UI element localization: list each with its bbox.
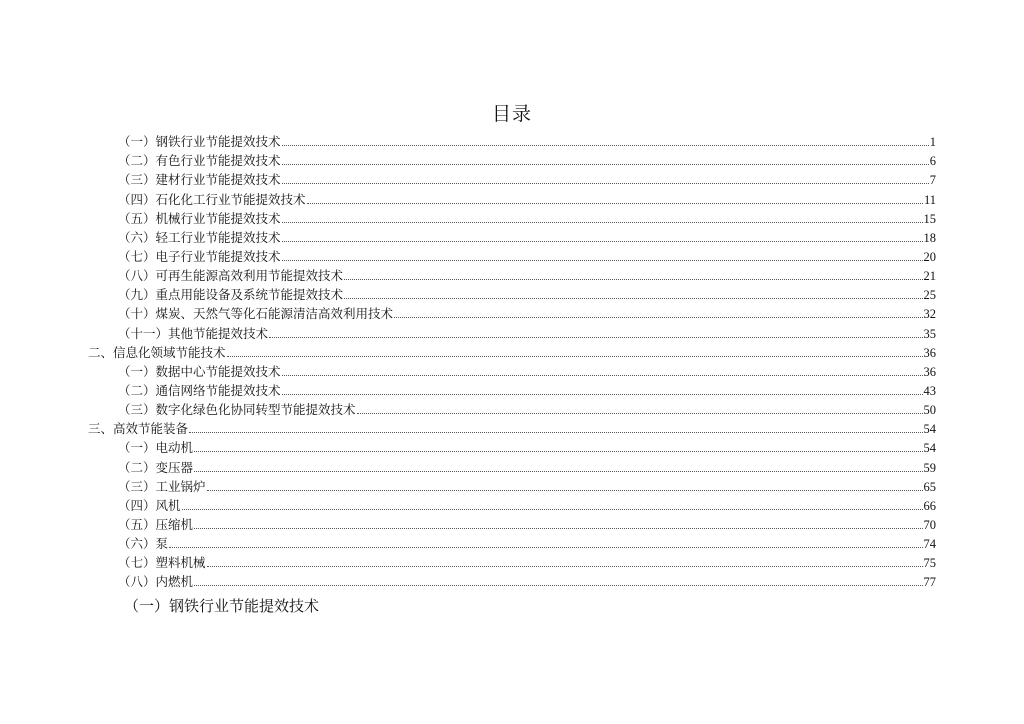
toc-entry-label: （五）压缩机 xyxy=(118,516,194,532)
toc-entry[interactable] xyxy=(0,322,1024,341)
toc-entry-label: （三）工业锅炉 xyxy=(118,478,206,494)
toc-dot-leader xyxy=(282,393,923,395)
toc-entry-label: （四）风机 xyxy=(118,497,181,513)
toc-dot-leader xyxy=(227,355,923,357)
toc-entry[interactable] xyxy=(0,150,1024,169)
toc-page-number: 66 xyxy=(923,498,936,513)
toc-dot-leader xyxy=(344,278,922,280)
toc-page-number: 54 xyxy=(923,441,936,456)
toc-entry-label: （三）数字化绿色化协同转型节能提效技术 xyxy=(118,402,356,418)
toc-entry[interactable] xyxy=(0,188,1024,207)
toc-entry[interactable] xyxy=(0,265,1024,284)
toc-page-number: 54 xyxy=(923,422,936,437)
toc-dot-leader xyxy=(282,240,923,242)
toc-dot-leader xyxy=(282,163,929,165)
toc-page-number: 35 xyxy=(923,326,936,341)
toc-page-number: 70 xyxy=(923,517,936,532)
toc-entry-label: 二、信息化领域节能技术 xyxy=(88,344,226,360)
toc-page-number: 6 xyxy=(929,154,936,169)
toc-dot-leader xyxy=(194,470,922,472)
toc-entry[interactable] xyxy=(0,169,1024,188)
toc-dot-leader xyxy=(194,527,922,529)
toc-entry[interactable] xyxy=(0,495,1024,514)
toc-dot-leader xyxy=(307,202,923,204)
toc-entry-label: （十）煤炭、天然气等化石能源清洁高效利用技术 xyxy=(118,306,394,322)
toc-page-number: 15 xyxy=(923,211,936,226)
toc-page-number: 11 xyxy=(923,192,936,207)
toc-dot-leader xyxy=(182,508,923,510)
toc-dot-leader xyxy=(194,450,922,452)
toc-page-number: 18 xyxy=(923,230,936,245)
toc-dot-leader xyxy=(282,374,923,376)
toc-entry-label: （五）机械行业节能提效技术 xyxy=(118,210,281,226)
toc-dot-leader xyxy=(344,297,922,299)
toc-dot-leader xyxy=(282,144,929,146)
toc-entry-label: （二）通信网络节能提效技术 xyxy=(118,382,281,398)
toc-entry[interactable] xyxy=(0,514,1024,533)
toc-entry-label: （一）电动机 xyxy=(118,440,194,456)
toc-entry-label: （九）重点用能设备及系统节能提效技术 xyxy=(118,287,344,303)
toc-page-number: 1 xyxy=(929,135,936,150)
section-heading: （一）钢铁行业节能提效技术 xyxy=(124,597,320,615)
toc-list xyxy=(0,131,1024,590)
toc-entry-label: 三、高效节能装备 xyxy=(88,421,189,437)
toc-entry[interactable] xyxy=(0,476,1024,495)
toc-entry-label: （八）内燃机 xyxy=(118,574,194,590)
toc-entry-label: （七）塑料机械 xyxy=(118,555,206,571)
toc-dot-leader xyxy=(394,316,922,318)
toc-page-number: 21 xyxy=(923,269,936,284)
toc-entry[interactable] xyxy=(0,456,1024,475)
toc-entry-label: （八）可再生能源高效利用节能提效技术 xyxy=(118,268,344,284)
toc-dot-leader xyxy=(207,489,923,491)
toc-entry[interactable] xyxy=(0,437,1024,456)
toc-page-number: 77 xyxy=(923,575,936,590)
toc-entry[interactable] xyxy=(0,418,1024,437)
toc-page-number: 59 xyxy=(923,460,936,475)
toc-dot-leader xyxy=(282,259,923,261)
toc-entry-label: （三）建材行业节能提效技术 xyxy=(118,172,281,188)
toc-entry[interactable] xyxy=(0,399,1024,418)
toc-entry[interactable] xyxy=(0,208,1024,227)
toc-page-number: 65 xyxy=(923,479,936,494)
toc-entry[interactable] xyxy=(0,380,1024,399)
toc-page-number: 74 xyxy=(923,537,936,552)
toc-entry-label: （七）电子行业节能提效技术 xyxy=(118,248,281,264)
toc-page-number: 75 xyxy=(923,556,936,571)
toc-entry[interactable] xyxy=(0,131,1024,150)
toc-dot-leader xyxy=(269,336,922,338)
toc-dot-leader xyxy=(169,546,922,548)
toc-entry[interactable] xyxy=(0,361,1024,380)
toc-title: 目录 xyxy=(491,103,532,125)
toc-page-number: 20 xyxy=(923,249,936,264)
toc-page-number: 25 xyxy=(923,288,936,303)
toc-dot-leader xyxy=(194,584,922,586)
toc-entry[interactable] xyxy=(0,552,1024,571)
toc-entry[interactable] xyxy=(0,533,1024,552)
toc-entry[interactable] xyxy=(0,227,1024,246)
toc-page-number: 32 xyxy=(923,307,936,322)
toc-dot-leader xyxy=(282,221,923,223)
toc-dot-leader xyxy=(189,431,922,433)
toc-entry[interactable] xyxy=(0,284,1024,303)
toc-dot-leader xyxy=(357,412,923,414)
toc-entry[interactable] xyxy=(0,571,1024,590)
toc-entry[interactable] xyxy=(0,246,1024,265)
toc-entry-label: （六）泵 xyxy=(118,536,169,552)
toc-entry[interactable] xyxy=(0,303,1024,322)
toc-entry-label: （一）钢铁行业节能提效技术 xyxy=(118,134,281,150)
toc-page-number: 50 xyxy=(923,403,936,418)
toc-page-number: 43 xyxy=(923,383,936,398)
toc-page-number: 7 xyxy=(929,173,936,188)
toc-page-number: 36 xyxy=(923,345,936,360)
toc-entry-label: （二）有色行业节能提效技术 xyxy=(118,153,281,169)
toc-entry[interactable] xyxy=(0,342,1024,361)
toc-entry-label: （四）石化化工行业节能提效技术 xyxy=(118,191,306,207)
toc-entry-label: （十一）其他节能提效技术 xyxy=(118,325,269,341)
toc-entry-label: （二）变压器 xyxy=(118,459,194,475)
toc-dot-leader xyxy=(282,182,929,184)
toc-entry-label: （六）轻工行业节能提效技术 xyxy=(118,229,281,245)
toc-page-number: 36 xyxy=(923,364,936,379)
toc-entry-label: （一）数据中心节能提效技术 xyxy=(118,363,281,379)
toc-dot-leader xyxy=(207,565,923,567)
